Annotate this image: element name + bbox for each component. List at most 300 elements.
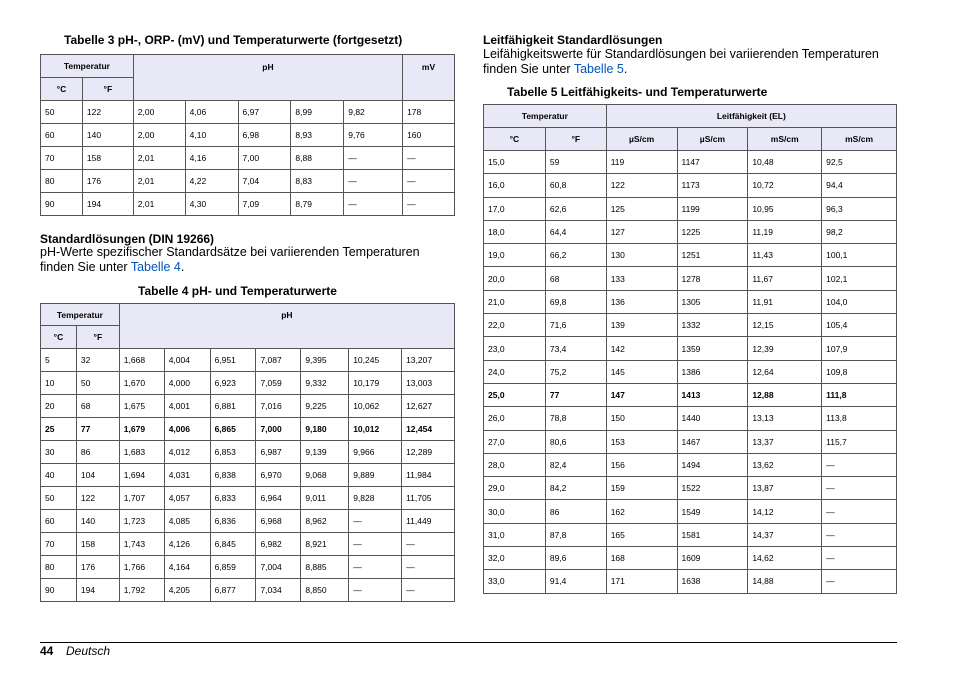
table-cell: 6,923 <box>210 372 256 395</box>
table-cell: 7,09 <box>238 193 291 216</box>
table-cell: 9,180 <box>301 418 349 441</box>
table-cell: 82,4 <box>545 453 606 476</box>
table-cell: 96,3 <box>822 197 897 220</box>
table-cell: 13,87 <box>748 477 822 500</box>
table-row <box>41 395 455 418</box>
table-cell: 136 <box>606 290 677 313</box>
table-cell: 109,8 <box>822 360 897 383</box>
table5-header-ms1: mS/cm <box>748 128 822 151</box>
table-cell: 21,0 <box>484 290 546 313</box>
table-cell: 10,012 <box>349 418 402 441</box>
table-cell: 100,1 <box>822 244 897 267</box>
table-cell: 70 <box>41 147 83 170</box>
table-cell: 11,705 <box>402 487 455 510</box>
std-text-line1: pH-Werte spezifischer Standardsätze bei variierenden Temperaturen <box>40 245 420 259</box>
table-cell: 31,0 <box>484 523 546 546</box>
table-cell: 90 <box>41 193 83 216</box>
table-cell: 11,67 <box>748 267 822 290</box>
table5 <box>483 104 897 594</box>
table-cell: — <box>402 533 455 556</box>
table-cell: 50 <box>41 487 77 510</box>
table-cell: 12,39 <box>748 337 822 360</box>
table-cell: — <box>403 147 455 170</box>
table-cell: 111,8 <box>822 383 897 406</box>
table-cell: — <box>349 510 402 533</box>
leit-heading: Leitfähigkeit Standardlösungen <box>483 33 663 47</box>
table-cell: 8,83 <box>291 170 344 193</box>
table-cell: 1494 <box>677 453 748 476</box>
table-cell: 12,88 <box>748 383 822 406</box>
table-cell: 8,88 <box>291 147 344 170</box>
table-cell: 158 <box>82 147 133 170</box>
table-cell: 9,966 <box>349 441 402 464</box>
table-cell: 1,675 <box>119 395 164 418</box>
table-cell: 1305 <box>677 290 748 313</box>
table-cell: 13,37 <box>748 430 822 453</box>
table-row <box>484 267 897 290</box>
table-row <box>41 349 455 372</box>
table-cell: 6,833 <box>210 487 256 510</box>
std-text-pre: finden Sie unter <box>40 260 131 274</box>
table-cell: 1359 <box>677 337 748 360</box>
table-cell: 71,6 <box>545 314 606 337</box>
table3-header-temperature: Temperatur <box>41 55 134 78</box>
table5-header-us1: µS/cm <box>606 128 677 151</box>
table-row <box>484 314 897 337</box>
table-cell: 140 <box>76 510 119 533</box>
table-cell: 6,97 <box>238 101 291 124</box>
table-cell: 11,19 <box>748 220 822 243</box>
table-cell: 6,968 <box>256 510 301 533</box>
table-cell: 6,970 <box>256 464 301 487</box>
table-cell: 10,245 <box>349 349 402 372</box>
table-row <box>41 441 455 464</box>
leit-text-post: . <box>623 62 628 76</box>
table-cell: 1581 <box>677 523 748 546</box>
table-cell: 11,43 <box>748 244 822 267</box>
table-cell: 2,00 <box>133 124 185 147</box>
table-cell: 6,859 <box>210 556 256 579</box>
table-cell: — <box>403 170 455 193</box>
table-cell: 1173 <box>677 174 748 197</box>
table-cell: 9,82 <box>344 101 403 124</box>
table-cell: 6,98 <box>238 124 291 147</box>
table3-header-mv: mV <box>403 55 455 101</box>
table-row <box>41 372 455 395</box>
table-cell: 50 <box>76 372 119 395</box>
table-row <box>41 487 455 510</box>
table-cell: 98,2 <box>822 220 897 243</box>
table-cell: 60,8 <box>545 174 606 197</box>
table-cell: — <box>822 500 897 523</box>
table-row <box>41 418 455 441</box>
table4-header-celsius: °C <box>41 326 77 349</box>
table-row <box>484 407 897 430</box>
table-cell: 127 <box>606 220 677 243</box>
table-cell: 4,012 <box>164 441 210 464</box>
table-cell: 1147 <box>677 151 748 174</box>
link-tabelle-4[interactable]: Tabelle 4 <box>130 260 181 274</box>
table-cell: 12,289 <box>402 441 455 464</box>
table-cell: 18,0 <box>484 220 546 243</box>
table-cell: 12,627 <box>402 395 455 418</box>
table-row <box>484 197 897 220</box>
table-cell: 19,0 <box>484 244 546 267</box>
table-cell: 1522 <box>677 477 748 500</box>
table-cell: 7,000 <box>256 418 301 441</box>
table-cell: 27,0 <box>484 430 546 453</box>
table-cell: 150 <box>606 407 677 430</box>
table-cell: 7,04 <box>238 170 291 193</box>
table-cell: 22,0 <box>484 314 546 337</box>
table-cell: 142 <box>606 337 677 360</box>
table-cell: 91,4 <box>545 570 606 593</box>
table-cell: 73,4 <box>545 337 606 360</box>
table-cell: 9,068 <box>301 464 349 487</box>
table-cell: 8,79 <box>291 193 344 216</box>
table-cell: 1,679 <box>119 418 164 441</box>
table-cell: 6,877 <box>210 579 256 602</box>
table-cell: 30 <box>41 441 77 464</box>
table-cell: — <box>402 579 455 602</box>
table-row <box>41 124 455 147</box>
table-cell: 9,828 <box>349 487 402 510</box>
table-cell: 4,006 <box>164 418 210 441</box>
table-cell: 23,0 <box>484 337 546 360</box>
table-cell: 5 <box>41 349 77 372</box>
table-cell: 1549 <box>677 500 748 523</box>
table-cell: 160 <box>403 124 455 147</box>
table-row <box>484 383 897 406</box>
table-cell: 145 <box>606 360 677 383</box>
table-cell: 32 <box>76 349 119 372</box>
table-cell: 130 <box>606 244 677 267</box>
table-cell: 10,179 <box>349 372 402 395</box>
table-cell: — <box>349 533 402 556</box>
table-cell: 14,88 <box>748 570 822 593</box>
table-cell: 1386 <box>677 360 748 383</box>
table-cell: 1225 <box>677 220 748 243</box>
table-cell: 6,987 <box>256 441 301 464</box>
table-cell: 13,003 <box>402 372 455 395</box>
table-cell: 4,205 <box>164 579 210 602</box>
table-cell: 6,836 <box>210 510 256 533</box>
table-cell: 4,06 <box>185 101 238 124</box>
table-row <box>484 430 897 453</box>
table-cell: 4,16 <box>185 147 238 170</box>
table-cell: — <box>403 193 455 216</box>
table-cell: 92,5 <box>822 151 897 174</box>
table-row <box>41 579 455 602</box>
table-cell: 8,93 <box>291 124 344 147</box>
table-row <box>484 477 897 500</box>
table5-caption: Tabelle 5 Leitfähigkeits- und Temperaturwerte <box>507 85 768 99</box>
table-cell: 16,0 <box>484 174 546 197</box>
table-cell: 2,01 <box>133 170 185 193</box>
table-cell: 89,6 <box>545 547 606 570</box>
table-cell: 1,694 <box>119 464 164 487</box>
table4 <box>40 303 455 602</box>
table-cell: 158 <box>76 533 119 556</box>
table-cell: 86 <box>545 500 606 523</box>
page-number: 44 <box>40 644 54 658</box>
table-cell: 159 <box>606 477 677 500</box>
table-cell: 13,62 <box>748 453 822 476</box>
table-cell: 4,057 <box>164 487 210 510</box>
table-cell: 20 <box>41 395 77 418</box>
table3 <box>40 54 455 216</box>
table-cell: — <box>344 147 403 170</box>
table-cell: 40 <box>41 464 77 487</box>
leit-text-line1: Leifähigkeitswerte für Standardlösungen bei variierenden Temperaturen <box>483 47 879 61</box>
table-cell: 6,964 <box>256 487 301 510</box>
table-cell: 90 <box>41 579 77 602</box>
table-cell: 62,6 <box>545 197 606 220</box>
table-cell: 60 <box>41 124 83 147</box>
table-cell: 8,850 <box>301 579 349 602</box>
table-cell: 80 <box>41 170 83 193</box>
table-cell: 9,139 <box>301 441 349 464</box>
table-cell: 7,004 <box>256 556 301 579</box>
table-cell: 11,984 <box>402 464 455 487</box>
table-cell: 171 <box>606 570 677 593</box>
table-cell: 1,743 <box>119 533 164 556</box>
table-row <box>484 500 897 523</box>
table-cell: 10,72 <box>748 174 822 197</box>
table-cell: 14,12 <box>748 500 822 523</box>
std-text-line2 <box>40 260 420 275</box>
leit-paragraph <box>483 47 879 77</box>
table-row <box>41 147 455 170</box>
table-cell: 8,962 <box>301 510 349 533</box>
table-cell: 1,670 <box>119 372 164 395</box>
table-cell: 15,0 <box>484 151 546 174</box>
table-cell: 115,7 <box>822 430 897 453</box>
table-cell: 122 <box>82 101 133 124</box>
table-cell: 64,4 <box>545 220 606 243</box>
table-cell: 1,668 <box>119 349 164 372</box>
table-cell: 4,126 <box>164 533 210 556</box>
table-cell: 140 <box>82 124 133 147</box>
table-cell: 104 <box>76 464 119 487</box>
table-cell: 24,0 <box>484 360 546 383</box>
table3-header-fahrenheit: °F <box>82 78 133 101</box>
table-cell: 33,0 <box>484 570 546 593</box>
table-cell: 162 <box>606 500 677 523</box>
table-cell: 1609 <box>677 547 748 570</box>
table5-header-conductivity: Leitfähigkeit (EL) <box>606 105 896 128</box>
table-row <box>484 547 897 570</box>
table-cell: 2,01 <box>133 193 185 216</box>
table-cell: 9,889 <box>349 464 402 487</box>
table-cell: 7,059 <box>256 372 301 395</box>
table-cell: — <box>402 556 455 579</box>
table-cell: — <box>344 170 403 193</box>
table-cell: 8,921 <box>301 533 349 556</box>
table-cell: — <box>822 477 897 500</box>
table-row <box>41 556 455 579</box>
table-cell: 12,64 <box>748 360 822 383</box>
table-cell: 4,164 <box>164 556 210 579</box>
table-cell: 9,76 <box>344 124 403 147</box>
table-cell: 122 <box>76 487 119 510</box>
table-cell: 4,10 <box>185 124 238 147</box>
table-cell: 13,207 <box>402 349 455 372</box>
table3-caption: Tabelle 3 pH-, ORP- (mV) und Temperaturwerte (fortgesetzt) <box>64 33 403 47</box>
table-cell: 133 <box>606 267 677 290</box>
table-cell: 78,8 <box>545 407 606 430</box>
table-cell: 194 <box>76 579 119 602</box>
table-row <box>484 174 897 197</box>
table-cell: 11,449 <box>402 510 455 533</box>
table-cell: 7,00 <box>238 147 291 170</box>
table-cell: 14,37 <box>748 523 822 546</box>
table-cell: 4,004 <box>164 349 210 372</box>
table-cell: 1251 <box>677 244 748 267</box>
table-cell: 69,8 <box>545 290 606 313</box>
table-cell: 4,22 <box>185 170 238 193</box>
table-cell: 165 <box>606 523 677 546</box>
table-cell: 176 <box>82 170 133 193</box>
table5-header-celsius: °C <box>484 128 546 151</box>
table-cell: 4,001 <box>164 395 210 418</box>
table5-header-fahrenheit: °F <box>545 128 606 151</box>
table-row <box>484 570 897 593</box>
table-cell: 1,683 <box>119 441 164 464</box>
table-cell: 9,011 <box>301 487 349 510</box>
table-cell: 9,332 <box>301 372 349 395</box>
table-cell: 17,0 <box>484 197 546 220</box>
table-cell: 1440 <box>677 407 748 430</box>
table-cell: 10 <box>41 372 77 395</box>
table-cell: 4,30 <box>185 193 238 216</box>
table-row <box>484 290 897 313</box>
table-cell: 113,8 <box>822 407 897 430</box>
table-cell: 125 <box>606 197 677 220</box>
table-cell: 6,881 <box>210 395 256 418</box>
table4-caption: Tabelle 4 pH- und Temperaturwerte <box>138 284 337 298</box>
table-cell: 178 <box>403 101 455 124</box>
std-text-post: . <box>180 260 185 274</box>
footer-rule <box>40 642 897 643</box>
table-cell: 30,0 <box>484 500 546 523</box>
table-row <box>41 533 455 556</box>
table-cell: 59 <box>545 151 606 174</box>
table-cell: 84,2 <box>545 477 606 500</box>
table-cell: 11,91 <box>748 290 822 313</box>
table-cell: — <box>822 453 897 476</box>
table-cell: 14,62 <box>748 547 822 570</box>
table-cell: — <box>349 579 402 602</box>
table-cell: 70 <box>41 533 77 556</box>
table-cell: 6,853 <box>210 441 256 464</box>
table-row <box>484 523 897 546</box>
table-cell: 66,2 <box>545 244 606 267</box>
table-cell: 8,885 <box>301 556 349 579</box>
table-cell: 6,982 <box>256 533 301 556</box>
table-cell: 80 <box>41 556 77 579</box>
table-cell: 7,016 <box>256 395 301 418</box>
table-cell: 6,865 <box>210 418 256 441</box>
table-row <box>484 244 897 267</box>
table-cell: 8,99 <box>291 101 344 124</box>
table-cell: 4,031 <box>164 464 210 487</box>
table-cell: 102,1 <box>822 267 897 290</box>
std-heading: Standardlösungen (DIN 19266) <box>40 232 215 246</box>
table-cell: 6,845 <box>210 533 256 556</box>
table-cell: 119 <box>606 151 677 174</box>
table-row <box>41 101 455 124</box>
leit-text-pre: finden Sie unter <box>483 62 574 76</box>
table-cell: 156 <box>606 453 677 476</box>
table-cell: 1413 <box>677 383 748 406</box>
table-row <box>484 151 897 174</box>
table-cell: 29,0 <box>484 477 546 500</box>
table-cell: 4,000 <box>164 372 210 395</box>
table-row <box>484 453 897 476</box>
table-row <box>41 510 455 533</box>
table5-header-us2: µS/cm <box>677 128 748 151</box>
table-cell: 107,9 <box>822 337 897 360</box>
table-cell: 9,225 <box>301 395 349 418</box>
table-cell: 12,15 <box>748 314 822 337</box>
table-cell: 104,0 <box>822 290 897 313</box>
table-cell: — <box>344 193 403 216</box>
table4-header-temperature: Temperatur <box>41 304 120 326</box>
table-cell: 77 <box>545 383 606 406</box>
table-cell: 147 <box>606 383 677 406</box>
table-cell: 28,0 <box>484 453 546 476</box>
table-row <box>41 193 455 216</box>
table-cell: 20,0 <box>484 267 546 290</box>
table-cell: 68 <box>545 267 606 290</box>
table-cell: 176 <box>76 556 119 579</box>
table5-header-temperature: Temperatur <box>484 105 607 128</box>
table-cell: 7,087 <box>256 349 301 372</box>
table-cell: 1,707 <box>119 487 164 510</box>
table-cell: — <box>822 523 897 546</box>
table-cell: 80,6 <box>545 430 606 453</box>
table-cell: 6,951 <box>210 349 256 372</box>
table-cell: 1,766 <box>119 556 164 579</box>
table-cell: 1199 <box>677 197 748 220</box>
table-row <box>484 337 897 360</box>
table-cell: 75,2 <box>545 360 606 383</box>
table-cell: 86 <box>76 441 119 464</box>
table-cell: 1278 <box>677 267 748 290</box>
table-cell: 25 <box>41 418 77 441</box>
table-cell: 32,0 <box>484 547 546 570</box>
table-cell: 168 <box>606 547 677 570</box>
table-row <box>484 220 897 243</box>
table-cell: 9,395 <box>301 349 349 372</box>
table-cell: 2,00 <box>133 101 185 124</box>
table-cell: 68 <box>76 395 119 418</box>
table-cell: 1332 <box>677 314 748 337</box>
table-cell: 77 <box>76 418 119 441</box>
link-tabelle-5[interactable]: Tabelle 5 <box>573 62 624 76</box>
table-cell: 1638 <box>677 570 748 593</box>
table-cell: 139 <box>606 314 677 337</box>
table-cell: 25,0 <box>484 383 546 406</box>
table-cell: 122 <box>606 174 677 197</box>
table-cell: 7,034 <box>256 579 301 602</box>
table-cell: 153 <box>606 430 677 453</box>
table5-header-ms2: mS/cm <box>822 128 897 151</box>
table-cell: 2,01 <box>133 147 185 170</box>
table-row <box>41 170 455 193</box>
std-paragraph <box>40 245 420 275</box>
